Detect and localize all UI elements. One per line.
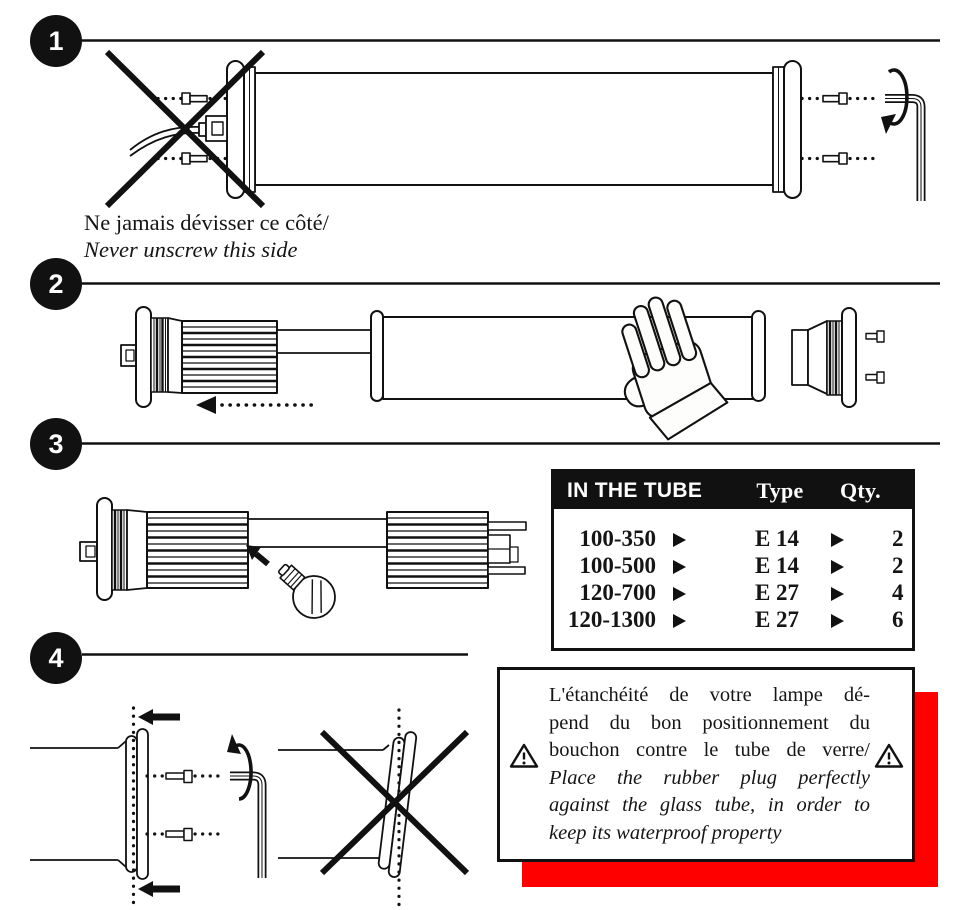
screw-guide-dots [147, 776, 222, 834]
caption-french: Ne jamais dévisser ce côté/ [84, 210, 329, 235]
type-cell: E 14 [754, 525, 800, 551]
bulb-icon [268, 552, 344, 626]
table-row [554, 606, 912, 633]
table-row [554, 552, 912, 579]
step-number: 4 [48, 642, 64, 673]
rotation-arrow-icon [227, 734, 251, 799]
screws-right [823, 93, 847, 164]
correct-position-drawing [30, 708, 262, 906]
type-cell: E 27 [754, 579, 800, 605]
qty-cell: 2 [892, 525, 904, 551]
table-row [554, 525, 912, 552]
warning-triangle-icon [509, 742, 539, 770]
step-2-badge [30, 258, 82, 310]
step-number: 1 [48, 25, 64, 56]
step-1-caption [84, 210, 329, 263]
step-1-badge [30, 15, 82, 67]
slide-rail [248, 519, 387, 547]
table-row [554, 579, 912, 606]
screws [166, 771, 192, 841]
power-connector [199, 116, 227, 141]
step1-diagram [107, 52, 921, 206]
step4-diagram [30, 708, 467, 906]
slide-rail [277, 330, 378, 353]
qty-cell: 6 [892, 606, 904, 632]
step-3-badge [30, 418, 82, 470]
removed-cap [792, 308, 856, 407]
warning-line: keep its waterproof property [549, 821, 782, 844]
bulb-reference-table [551, 469, 915, 651]
model-cell: 100-500 [579, 552, 656, 578]
socket-assembly [121, 307, 277, 407]
model-cell: 120-700 [579, 579, 656, 605]
step-4-badge [30, 632, 82, 684]
warning-box [497, 667, 915, 862]
model-cell: 120-1300 [567, 606, 656, 632]
table-header [554, 472, 912, 509]
rubber-plug-flange [842, 308, 856, 407]
column-header-qty: Qty. [840, 477, 881, 503]
warning-line: Place the rubber plug perfectly [549, 766, 870, 789]
warning-line: pend du bon positionnement du [549, 711, 870, 734]
warning-line: L'étanchéité de votre lampe dé- [549, 684, 870, 706]
wrong-position-drawing [278, 710, 467, 906]
step-number: 3 [48, 428, 64, 459]
step2-diagram [121, 286, 884, 448]
warning-line: bouchon contre le tube de verre/ [549, 739, 870, 761]
warning-line: against the glass tube, in order to [549, 794, 870, 816]
glass-tube [255, 73, 773, 185]
rubber-plug-flange [97, 498, 112, 600]
column-header-type: Type [756, 477, 804, 503]
screw-guide-dots-right [802, 99, 876, 159]
type-cell: E 27 [754, 606, 800, 632]
end-cap-right [784, 61, 801, 198]
qty-cell: 2 [892, 552, 904, 578]
type-cell: E 14 [754, 552, 800, 578]
step-number: 2 [48, 268, 64, 299]
loose-screws [866, 331, 884, 383]
tube-flange-left [371, 311, 383, 401]
table-title: IN THE TUBE [567, 478, 703, 502]
pull-direction-arrow [196, 396, 316, 414]
cap-flange [137, 729, 148, 879]
rubber-plug-flange [136, 307, 151, 407]
contact-prongs [488, 522, 526, 574]
tube-flange-right [752, 311, 765, 401]
rubber-plug-flange [126, 736, 137, 872]
warning-triangle-icon [874, 742, 904, 770]
qty-cell: 4 [892, 579, 904, 605]
step3-diagram [80, 498, 526, 627]
model-cell: 100-350 [579, 525, 656, 551]
caption-english: Never unscrew this side [84, 236, 298, 262]
table-body [554, 509, 912, 633]
